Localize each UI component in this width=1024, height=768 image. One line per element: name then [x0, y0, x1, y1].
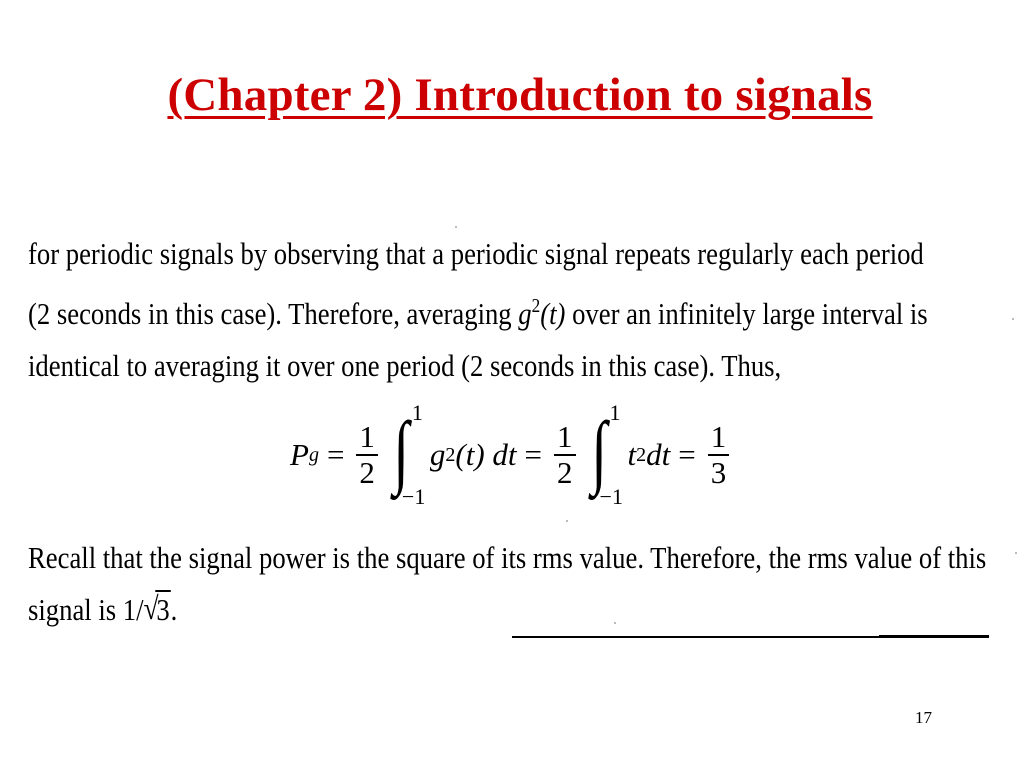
integral-1 [388, 400, 428, 510]
integral-upper-limit: 1 [411, 400, 423, 425]
paragraph-line-2 [28, 280, 1000, 340]
slide-title: (Chapter 2) Introduction to signals [167, 69, 873, 121]
square-root [144, 584, 171, 636]
scan-speck [566, 520, 568, 522]
integral-sign-icon: ∫ [393, 405, 410, 496]
fraction-numerator: 1 [359, 419, 375, 454]
scan-speck [1012, 318, 1014, 320]
integral-2 [586, 400, 626, 510]
fraction-numerator: 1 [710, 419, 727, 454]
fraction-denominator: 3 [710, 455, 727, 490]
g-squared-exponent: 2 [531, 295, 541, 317]
integrand-g-exponent: 2 [445, 443, 456, 466]
integral-lower-limit: −1 [599, 484, 623, 509]
integral-upper-limit: 1 [609, 400, 621, 425]
integral-sign-icon: ∫ [590, 405, 607, 496]
equals-sign-3: = [678, 437, 696, 472]
scan-speck [1015, 552, 1017, 554]
power-equation [290, 395, 810, 515]
paragraph-line-2-text: (2 seconds in this case). Therefore, averaging [28, 296, 519, 331]
equals-sign-1: = [326, 437, 345, 472]
paragraph-line-3: identical to averaging it over one period (2 seconds in this case). Thus, [28, 348, 782, 383]
recall-line-2-suffix: . [170, 592, 178, 627]
scan-speck [455, 226, 457, 228]
integral-lower-limit: −1 [401, 484, 426, 509]
scan-speck [614, 622, 616, 624]
fraction-one-half-1 [356, 420, 378, 490]
recall-line-1: Recall that the signal power is the square of its rms value. Therefore, the rms value of this [28, 540, 987, 575]
paragraph-line-1: for periodic signals by observing that a periodic signal repeats regularly each period [28, 236, 924, 271]
g-squared-arg: (t) [540, 296, 566, 331]
fraction-one-half-2 [554, 420, 576, 490]
fraction-numerator: 1 [557, 419, 573, 454]
rule-thick-segment [879, 635, 989, 638]
equals-sign-2: = [524, 437, 543, 472]
g-squared-var: g [518, 296, 532, 331]
paragraph-line-2-tail: over an infinitely large interval is [565, 296, 928, 331]
power-subscript: g [308, 443, 319, 466]
radical-icon: √ [143, 590, 159, 626]
fraction-denominator: 2 [557, 455, 573, 490]
integrand-t-tail: dt [646, 437, 671, 472]
integrand-t-exponent: 2 [636, 443, 647, 466]
fraction-one-third [708, 420, 730, 490]
integrand-g: g [429, 437, 446, 472]
page-number: 17 [915, 708, 932, 727]
recall-paragraph [28, 532, 1000, 636]
integrand-g-arg: (t) dt [455, 437, 517, 472]
radicand: 3 [156, 592, 170, 627]
explanation-paragraph [28, 228, 1000, 392]
fraction-denominator: 2 [359, 455, 375, 490]
recall-line-2-prefix: signal is 1/ [28, 592, 144, 627]
power-symbol: P [290, 437, 309, 472]
horizontal-rule [512, 636, 989, 638]
integrand-t: t [627, 437, 637, 472]
scanned-text-block [28, 228, 928, 392]
recall-line-2 [28, 584, 1000, 636]
